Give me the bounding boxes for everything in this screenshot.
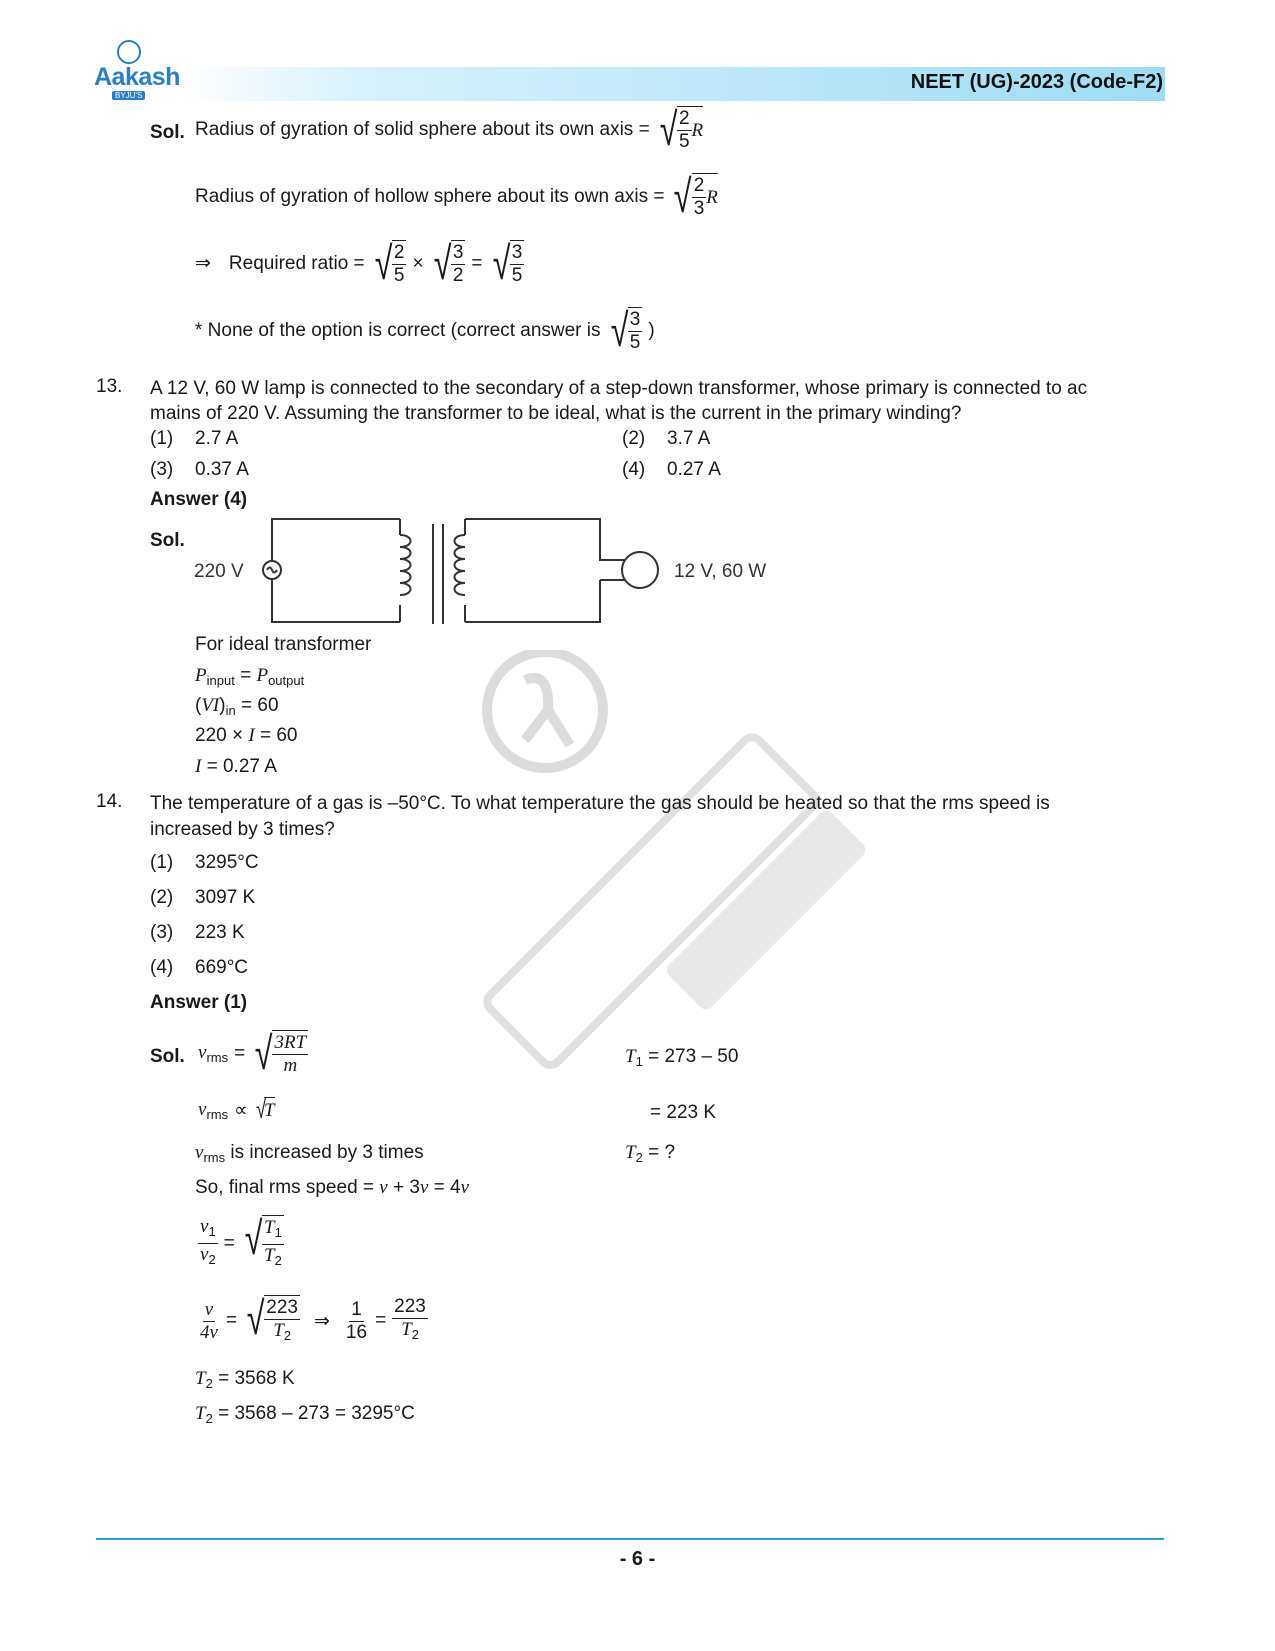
watermark-logo [430,650,890,1070]
footer-divider [96,1538,1164,1540]
q13-sol-line5: I = 0.27 A [195,756,277,777]
logo-text: Aakash [94,63,180,91]
q14-t1-value: = 223 K [650,1102,717,1123]
q12-sol-ratio: ⇒ Required ratio = √ $\frac{2}{5}$ × √ $\frac{3}{2}$ = √ $\frac{3}{5}$ [195,236,523,290]
q14-t2: $T_2$ = ? [625,1142,676,1165]
logo-icon [117,40,141,64]
transformer-circuit [260,510,680,630]
q14-vrms-formula: $v_{rms}$ = √ $\frac{3RT}{m}$ [198,1026,307,1080]
q13-sol-line3: $(VI)_{in} = 60$ [195,695,279,718]
q14-option-3: (3) 223 K [150,922,245,943]
q14-result2: $T_2 = 3568 - 273 = 3295^\circ C$ [195,1403,415,1426]
q13-sol-line4: 220 × I = 60 [195,725,298,746]
logo-sub: BYJU'S [112,91,145,100]
q14-proportional: $v_{rms}$ ∝ √ T [198,1095,275,1125]
circuit-label-220v: 220 V [194,561,244,582]
q13-option-4: (4) 0.27 A [622,459,721,480]
q14-final-speed: So, final rms speed = v + 3v = 4v [195,1177,470,1198]
q13-sol-label: Sol. [150,530,185,551]
sqrt-2-3: √ $\frac{2}{3}$ R [674,169,718,223]
circuit-label-lamp: 12 V, 60 W [674,561,767,582]
q13-sol-line1: For ideal transformer [195,634,372,655]
page-number: - 6 - [619,1548,656,1570]
q14-sol-label: Sol. [150,1046,185,1067]
q12-sol-line1 [195,102,704,156]
q12-line2-text: Radius of gyration of hollow sphere about its own axis = [195,185,665,207]
q14-option-2: (2) 3097 K [150,887,256,908]
q14-answer: Answer (1) [150,992,248,1013]
q14-t1: $T_1 = 273 - 50$ [625,1046,739,1069]
q13-option-1: (1) 2.7 A [150,428,239,449]
q13-option-2: (2) 3.7 A [622,428,711,449]
q13-text: A 12 V, 60 W lamp is connected to the secondary of a step-down transformer, whose primary is connected to ac mains of 220 V. Assuming the transformer to be ideal, what is the current in the primary winding? [150,378,1088,424]
q13-sol-line2: $P_{input} = P_{output}$ [195,665,305,688]
q12-note: * None of the option is correct (correct answer is √ $\frac{3}{5}$ ) [195,303,655,357]
q12-sol-line2 [195,169,718,223]
q13-option-3: (3) 0.37 A [150,459,249,480]
q13-answer: Answer (4) [150,489,248,510]
q14-increased: $v_{rms}$ is increased by 3 times [195,1142,424,1165]
q14-result1: $T_2 = 3568$ K [195,1368,295,1391]
q14-substitution: $\frac{v}{4v}$ = √ $\frac{223}{T_2}$ ⇒ $\frac{1}{16}$ = $\frac{223}{T_2}$ [200,1291,426,1345]
q14-option-1: (1) 3295°C [150,852,259,873]
q13-number: 13. [96,376,123,397]
q12-line1-text: Radius of gyration of solid sphere about its own axis = [195,118,650,140]
q14-ratio-eq: $\frac{v_1}{v_2}$ = √ $\frac{T_1}{T_2}$ [198,1215,284,1272]
q14-text: The temperature of a gas is –50°C. To what temperature the gas should be heated so that the rms speed is increased by 3 times? [150,793,1050,840]
q14-number: 14. [96,791,123,812]
exam-title: NEET (UG)-2023 (Code-F2) [910,71,1163,93]
q14-option-4: (4) 669°C [150,957,249,978]
q12-sol-label: Sol. [150,122,185,143]
sqrt-2-5: √ $\frac{2}{5}$ R [659,102,704,156]
